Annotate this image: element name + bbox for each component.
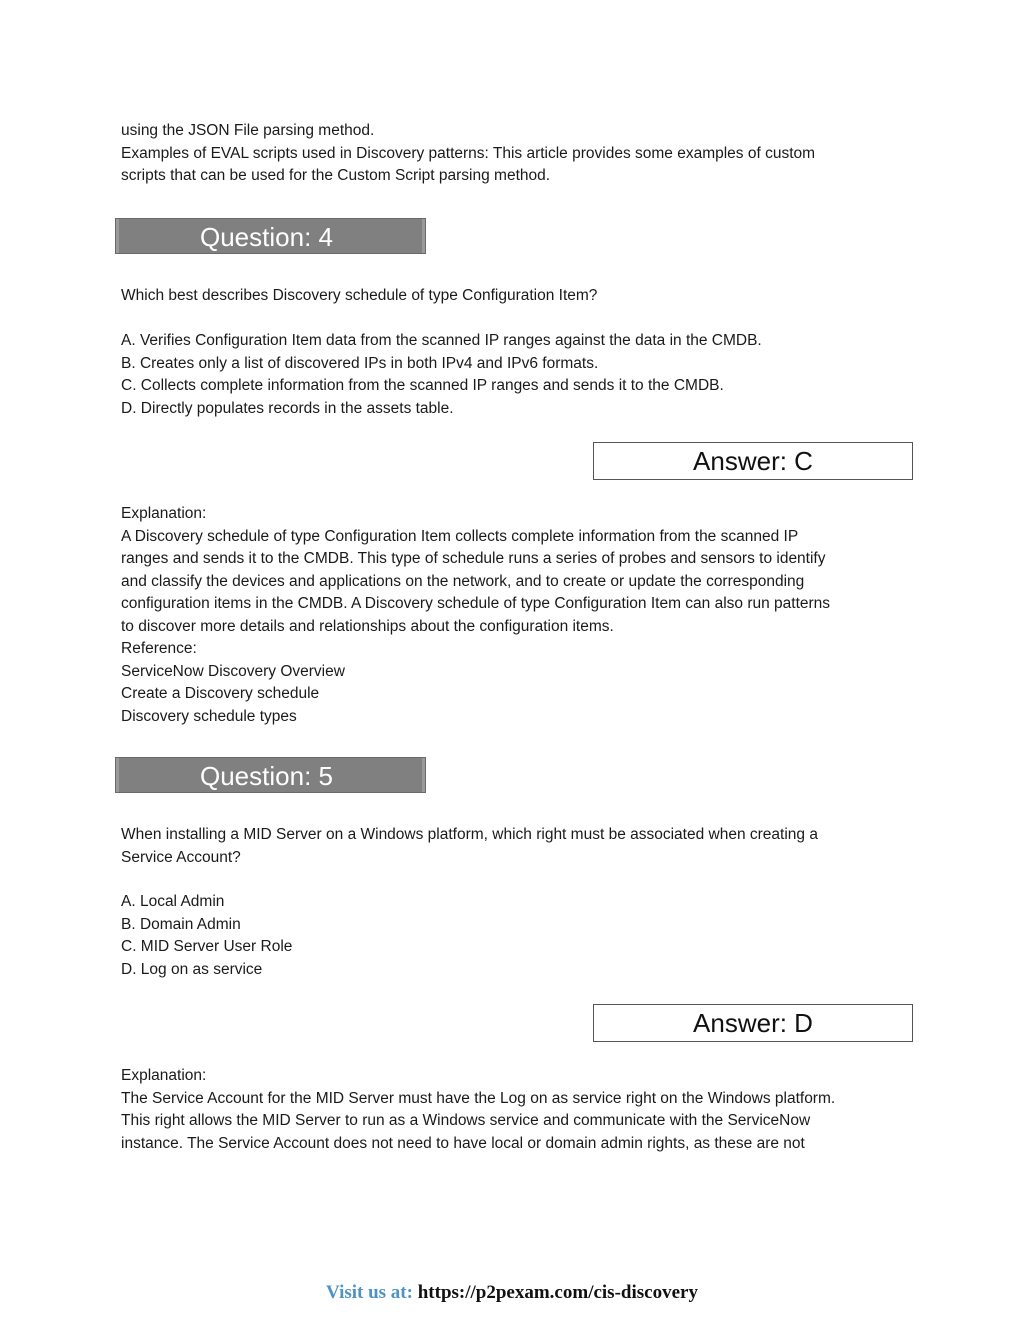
option-a: A. Verifies Configuration Item data from the scanned IP ranges against the data in the CMDB.: [121, 332, 762, 349]
explanation-line: instance. The Service Account does not need to have local or domain admin rights, as these are not: [121, 1134, 805, 1152]
question-5-prompt-text: Service Account?: [121, 848, 241, 866]
question-5-explanation: [121, 1065, 911, 1155]
intro-line: using the JSON File parsing method.: [121, 122, 375, 139]
reference-item: Discovery schedule types: [121, 707, 297, 725]
footer-visit-label: Visit us at:: [326, 1282, 413, 1303]
question-4-options: [121, 330, 911, 420]
intro-paragraph: [121, 120, 911, 188]
question-5-answer: Answer: D: [693, 1008, 813, 1038]
question-4-prompt: [121, 285, 911, 308]
question-5-prompt: [121, 824, 911, 869]
option-b: B. Creates only a list of discovered IPs in both IPv4 and IPv6 formats.: [121, 354, 599, 372]
explanation-line: A Discovery schedule of type Configuration Item collects complete information from the scanned IP: [121, 527, 799, 545]
intro-line: Examples of EVAL scripts used in Discovery patterns: This article provides some examples of custom: [121, 144, 816, 162]
question-5-heading: Question: 5: [200, 761, 333, 791]
question-5-answer-box: [593, 1004, 913, 1042]
intro-line: scripts that can be used for the Custom Script parsing method.: [121, 167, 551, 184]
explanation-label: Explanation:: [121, 1067, 207, 1084]
question-5-banner: [115, 757, 426, 793]
footer-url-link[interactable]: https://p2pexam.com/cis-discovery: [417, 1282, 698, 1303]
explanation-label: Explanation:: [121, 505, 207, 522]
explanation-line: ranges and sends it to the CMDB. This type of schedule runs a series of probes and sensors to identify: [121, 550, 826, 567]
question-4-prompt-text: Which best describes Discovery schedule of type Configuration Item?: [121, 287, 598, 304]
option-a: A. Local Admin: [121, 893, 225, 910]
option-c: C. Collects complete information from the scanned IP ranges and sends it to the CMDB.: [121, 377, 724, 394]
question-5-options: [121, 891, 911, 981]
question-4-heading: Question: 4: [200, 222, 333, 252]
page-footer: [0, 1280, 1024, 1306]
question-5-prompt-text: When installing a MID Server on a Windows platform, which right must be associated when creating a: [121, 826, 818, 843]
reference-item: Create a Discovery schedule: [121, 685, 320, 702]
question-4-answer-box: [593, 442, 913, 480]
explanation-line: and classify the devices and applications on the network, and to create or update the corresponding: [121, 572, 805, 590]
option-d: D. Directly populates records in the assets table.: [121, 399, 454, 417]
explanation-line: configuration items in the CMDB. A Discovery schedule of type Configuration Item can also run patterns: [121, 595, 831, 612]
question-4-explanation: [121, 503, 911, 728]
option-b: B. Domain Admin: [121, 915, 241, 933]
reference-label: Reference:: [121, 640, 197, 657]
option-c: C. MID Server User Role: [121, 938, 293, 955]
explanation-line: The Service Account for the MID Server must have the Log on as service right on the Windows platform.: [121, 1089, 836, 1107]
question-4-answer: Answer: C: [693, 446, 813, 476]
reference-item: ServiceNow Discovery Overview: [121, 662, 345, 680]
explanation-line: to discover more details and relationships about the configuration items.: [121, 617, 614, 635]
option-d: D. Log on as service: [121, 960, 263, 978]
question-4-banner: [115, 218, 426, 254]
explanation-line: This right allows the MID Server to run as a Windows service and communicate with the ServiceNow: [121, 1112, 811, 1129]
